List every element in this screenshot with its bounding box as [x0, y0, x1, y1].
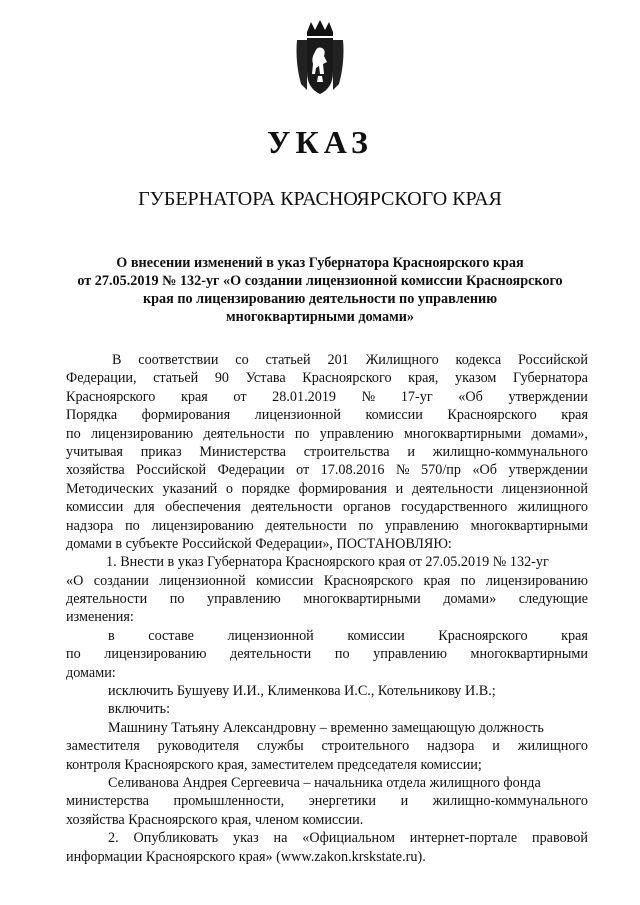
heading-line: края по лицензированию деятельности по управлению [142, 291, 498, 307]
word: № [396, 462, 410, 479]
word: деятельности [265, 517, 347, 534]
word: о [225, 480, 233, 497]
word: Губернатора [512, 370, 588, 387]
text-line: информации Красноярского края» (www.zakon.krskstate.ru). [66, 848, 426, 865]
word: жилищно-коммунального [432, 793, 588, 810]
word: лицензированию [151, 517, 254, 534]
word: управлению [319, 425, 394, 442]
word: 2. [108, 830, 119, 847]
word: лицензированию [104, 646, 207, 663]
word: государственного [401, 499, 508, 516]
word: по [358, 517, 374, 534]
heading-line: от 27.05.2019 № 132-уг «О создании лицензионной комиссии Красноярского [77, 273, 563, 289]
text-line [66, 792, 588, 810]
heading-line: многоквартирными домами» [225, 309, 414, 325]
text-line [66, 480, 588, 498]
word: руководителя [157, 738, 240, 755]
word: надзора [427, 738, 475, 755]
paragraph-commission [66, 627, 588, 682]
word: следующие [518, 591, 588, 608]
word: и [400, 793, 409, 810]
word: на [273, 830, 288, 847]
word: управлению [207, 591, 281, 608]
word: № [361, 388, 376, 405]
word: многоквартирными [470, 646, 588, 663]
text-line [66, 406, 588, 424]
text-line [66, 627, 588, 645]
paragraph-preamble [66, 351, 588, 553]
word: домами» [443, 591, 497, 608]
word: «Об [458, 388, 483, 405]
word: 201 [327, 352, 349, 368]
paragraph-selivanov [66, 774, 588, 829]
word: составе [148, 627, 194, 644]
word: «О [66, 572, 84, 589]
word: по [66, 646, 81, 663]
text-line: Машнину Татьяну Александровну – временно замещающую должность [108, 719, 544, 736]
word: по [169, 591, 185, 608]
word: 17-уг [400, 388, 433, 405]
word: правовой [532, 830, 588, 847]
word: и [492, 738, 500, 755]
word: по [294, 425, 310, 442]
word: Российской [518, 352, 588, 368]
word: Красноярского [447, 407, 537, 424]
word: жилищного [517, 738, 588, 755]
text-line [66, 461, 588, 479]
word: по [125, 517, 140, 534]
word: по [460, 572, 476, 589]
text-line: домами в субъекте Российской Федерации», ПОСТАНОВЛЯЮ: [66, 535, 452, 552]
word: Порядка [66, 407, 118, 424]
word: надзора [66, 517, 114, 534]
word: деятельности [66, 591, 148, 608]
word: Красноярского [438, 627, 528, 644]
word: «Об [472, 462, 497, 479]
word: порядке [241, 480, 290, 497]
word: статьей [265, 352, 311, 368]
text-line [66, 517, 588, 535]
word: В [112, 352, 122, 368]
word: статьей [153, 370, 199, 387]
word: комиссии [255, 572, 314, 589]
word: Министерства [199, 443, 286, 460]
word: приказ [140, 443, 182, 460]
text-line [66, 388, 588, 406]
word: деятельности [203, 425, 285, 442]
word: обеспечения [165, 499, 241, 516]
text-line [66, 572, 588, 590]
word: указ [233, 830, 259, 847]
word: комиссии [66, 499, 124, 516]
word: Федерации, [66, 370, 137, 387]
word: соответствии [138, 352, 219, 368]
word: по [66, 425, 81, 442]
word: формирования [298, 480, 388, 497]
word: многоквартирными [470, 517, 588, 534]
text-line [66, 351, 588, 369]
text-line [66, 425, 588, 443]
word: «Официальном [302, 830, 395, 847]
text-line: хозяйства Красноярского края, членом комиссии. [66, 811, 364, 828]
paragraph-item-2 [66, 829, 588, 866]
word: лицензионной [227, 627, 314, 644]
word: по [334, 646, 350, 663]
word: Российской [136, 462, 207, 479]
word: строительного [321, 738, 410, 755]
word: интернет-портале [409, 830, 518, 847]
word: от [296, 462, 310, 479]
word: 90 [214, 370, 230, 387]
word: промышленности, [173, 793, 285, 810]
word: указом [455, 370, 497, 387]
word: многоквартирными [303, 591, 421, 608]
text-line: Селиванова Андрея Сергеевича – начальника отдела жилищного фонда [108, 774, 541, 791]
document-body [66, 351, 588, 866]
word: для [133, 499, 155, 516]
word: лицензионной [254, 407, 341, 424]
word: 570/пр [421, 462, 461, 479]
word: в [108, 627, 115, 644]
word: деятельности [230, 646, 312, 663]
word: жилищного [517, 499, 588, 516]
word: многоквартирными [403, 425, 522, 442]
word: и [407, 443, 415, 460]
text-line: изменения: [66, 609, 134, 626]
text-line [66, 645, 588, 663]
word: лицензионной [159, 572, 246, 589]
word: министерства [66, 793, 149, 810]
word: деятельности [251, 499, 333, 516]
word: Опубликовать [133, 830, 219, 847]
word: указаний [162, 480, 218, 497]
word: края [180, 388, 208, 405]
word: Федерации [217, 462, 285, 479]
word: от [233, 388, 247, 405]
word: Жилищного [365, 352, 439, 368]
word: утверждении [508, 462, 588, 479]
coat-of-arms-icon [293, 18, 347, 96]
paragraph-item-1 [66, 553, 588, 627]
word: лицензионной [501, 480, 588, 497]
word: лицензированию [485, 572, 588, 589]
text-line [66, 829, 588, 847]
heading-line: О внесении изменений в указ Губернатора Красноярского края [116, 255, 524, 271]
word: создании [93, 572, 149, 589]
word: края [423, 572, 451, 589]
word: хозяйства [66, 462, 125, 479]
word: органов [342, 499, 391, 516]
paragraph-mashnina [66, 719, 588, 774]
issuer-title: ГУБЕРНАТОРА КРАСНОЯРСКОГО КРАЯ [138, 188, 502, 210]
word: 17.08.2016 [320, 462, 385, 479]
word: утверждении [508, 388, 588, 405]
document-heading [70, 254, 570, 326]
word: энергетики [308, 793, 376, 810]
include-line: включить: [108, 701, 171, 718]
word: жилищно-коммунального [432, 443, 588, 460]
word: со [235, 352, 249, 368]
text-line: контроля Красноярского края, заместителем председателя комиссии; [66, 756, 482, 773]
word: управлению [385, 517, 459, 534]
word: Красноярского [302, 370, 392, 387]
word: края [561, 627, 588, 644]
text-line [66, 590, 588, 608]
word: края [561, 407, 588, 424]
text-line [66, 443, 588, 461]
text-line [66, 369, 588, 387]
word: заместителя [66, 738, 140, 755]
word: и [395, 480, 404, 497]
document-type-title: УКАЗ [267, 124, 373, 160]
word: управлению [373, 646, 447, 663]
word: кодекса [455, 352, 502, 368]
text-line [66, 498, 588, 516]
word: комиссии [347, 627, 405, 644]
text-line: домами: [66, 664, 116, 681]
word: строительства [303, 443, 390, 460]
word: домами», [531, 425, 588, 442]
word: 28.01.2019 [272, 388, 336, 405]
word: Устава [245, 370, 286, 387]
text-line [66, 737, 588, 755]
text-line: 1. Внести в указ Губернатора Красноярского края от 27.05.2019 № 132-уг [106, 554, 549, 571]
word: службы [256, 738, 304, 755]
word: края, [408, 370, 439, 387]
word: Методических [66, 480, 154, 497]
word: Красноярского [323, 572, 414, 589]
word: деятельности [411, 480, 494, 497]
word: Красноярского [66, 388, 156, 405]
word: комиссии [365, 407, 423, 424]
word: учитывая [66, 443, 123, 460]
exclude-line: исключить Бушуеву И.И., Клименкова И.С., Котельникову И.В.; [108, 683, 496, 700]
word: лицензированию [90, 425, 194, 442]
word: формирования [141, 407, 231, 424]
